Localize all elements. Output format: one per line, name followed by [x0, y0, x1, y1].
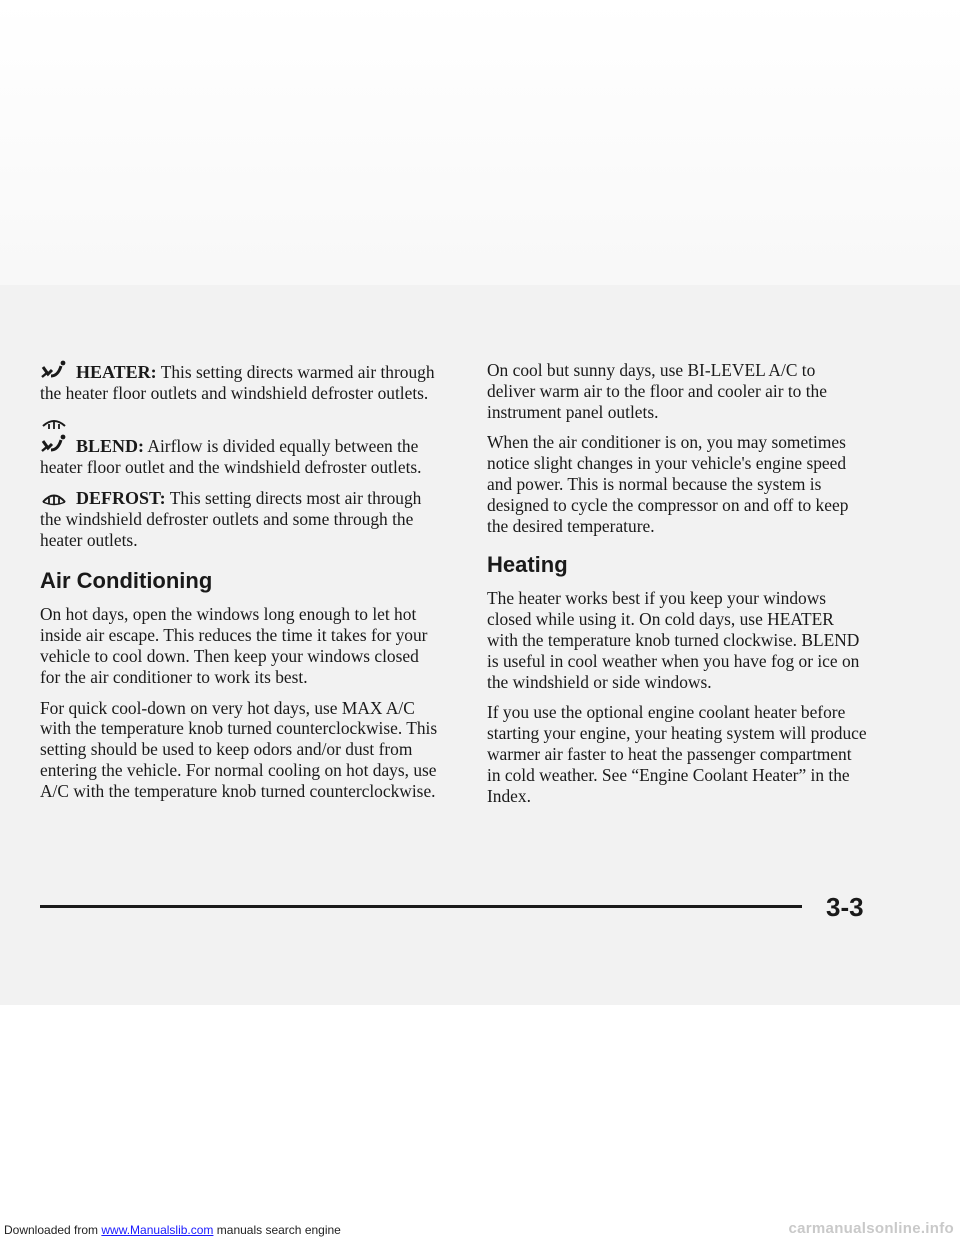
right-column	[487, 360, 867, 816]
defrost-icon	[40, 488, 68, 508]
bi-level-paragraph: On cool but sunny days, use BI-LEVEL A/C to deliver warm air to the floor and cooler air to the instrument panel outlets.	[487, 360, 827, 422]
footer-suffix: manuals search engine	[213, 1223, 341, 1237]
page-number: 3-3	[826, 892, 864, 922]
blend-text: Airflow is divided equally between the heater floor outlet and the windshield defroster outlets.	[40, 436, 422, 478]
blend-icon	[40, 434, 68, 456]
left-column	[40, 360, 440, 812]
defrost-text: This setting directs most air through the windshield defroster outlets and some through the heater outlets.	[40, 487, 422, 550]
heater-label: HEATER:	[76, 362, 157, 382]
heating-paragraph-2: If you use the optional engine coolant heater before starting your engine, your heating system will produce warmer air faster to heat the passenger compartment in cold weather. See “Engine Coolant Heater” in the Index.	[487, 702, 867, 806]
manualslib-link[interactable]: www.Manualslib.com	[101, 1223, 214, 1237]
heating-paragraph-1: The heater works best if you keep your windows closed while using it. On cold days, use HEATER with the temperature knob turned clockwise. BLEND is useful in cool weather when you have fog or ice on the windshield or side windows.	[487, 588, 860, 692]
defrost-label: DEFROST:	[76, 487, 166, 508]
footer-rule	[40, 905, 802, 908]
blend-defrost-part-icon	[40, 414, 440, 437]
ac-paragraph-1: On hot days, open the windows long enough to let hot inside air escape. This reduces the time it takes for your vehicle to cool down. Then keep your windows closed for the air conditioner to work its best.	[40, 604, 428, 687]
watermark: carmanualsonline.info	[788, 1220, 954, 1237]
blend-paragraph	[40, 414, 440, 478]
defrost-paragraph	[40, 488, 440, 550]
air-conditioning-heading: Air Conditioning	[40, 568, 213, 594]
heater-paragraph	[40, 360, 440, 404]
heater-floor-icon	[40, 360, 68, 382]
ac-paragraph-2: For quick cool-down on very hot days, use MAX A/C with the temperature knob turned counterclockwise. This setting should be used to keep odors and/or dust from entering the vehicle. For normal cooling on hot days, use A/C with the temperature knob turned counterclockwise.	[40, 697, 438, 801]
engine-speed-paragraph: When the air conditioner is on, you may sometimes notice slight changes in your vehicle's engine speed and power. This is normal because the system is designed to cycle the compressor on and off to keep the desired temperature.	[487, 432, 849, 536]
download-footer	[4, 1223, 341, 1237]
footer-prefix: Downloaded from	[4, 1223, 102, 1237]
blend-label: BLEND:	[76, 436, 145, 457]
heater-text: This setting directs warmed air through the heater floor outlets and windshield defroster outlets.	[40, 362, 435, 403]
heating-heading: Heating	[487, 552, 568, 578]
